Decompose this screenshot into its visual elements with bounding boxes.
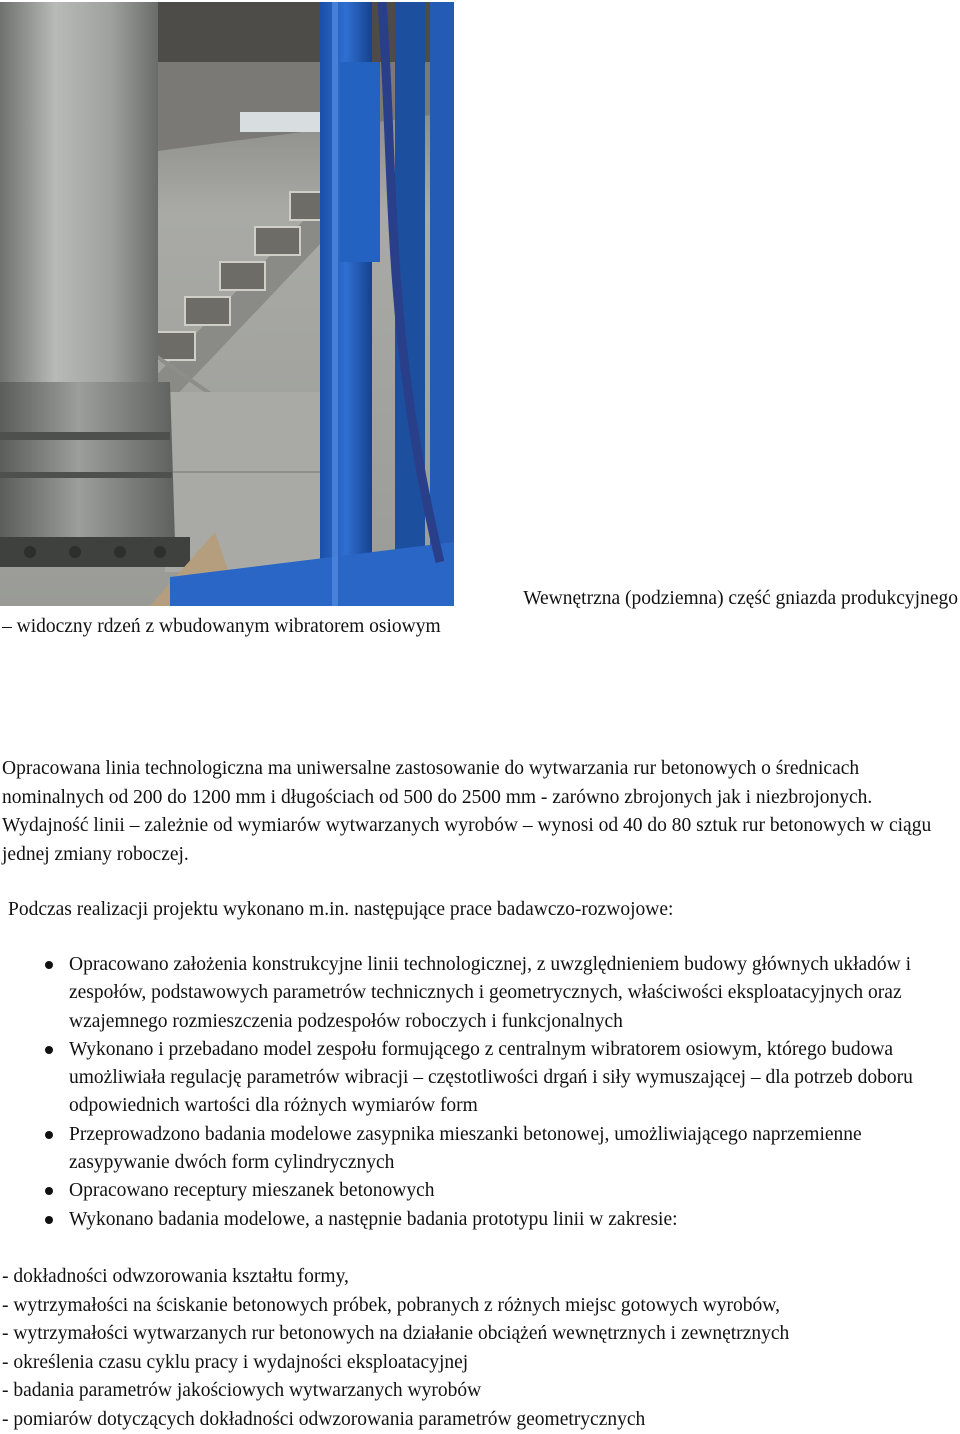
list-item: [0, 1121, 950, 1178]
scope-item: - wytrzymałości na ściskanie betonowych próbek, pobranych z różnych miejsc gotowych wyrobów,: [2, 1294, 780, 1316]
bullet-icon: [45, 1131, 53, 1139]
list-item-text: Wykonano badania modelowe, a następnie badania prototypu linii w zakresie:: [69, 1208, 678, 1230]
list-item: [0, 1177, 950, 1205]
list-item: [0, 951, 950, 1036]
test-scope-list: [2, 1263, 952, 1434]
works-intro-paragraph: Podczas realizacji projektu wykonano m.in. następujące prace badawczo-rozwojowe:: [8, 899, 674, 920]
scope-item: - wytrzymałości wytwarzanych rur betonowych na działanie obciążeń wewnętrznych i zewnętrznych: [2, 1323, 790, 1344]
bullet-icon: [45, 961, 53, 969]
list-item-text: Wykonano i przebadano model zespołu formującego z centralnym wibratorem osiowym, którego budowa umożliwiała regulację parametrów wibracji – częstotliwości drgań i siły wymuszającej – dla potrzeb doboru odpowiednich wartości dla różnych wymiarów form: [69, 1038, 913, 1117]
scope-item: - dokładności odwzorowania kształtu formy,: [2, 1266, 349, 1287]
list-item: [0, 1036, 950, 1121]
production-nest-photo: [0, 2, 454, 606]
scope-item: - pomiarów dotyczących dokładności odwzorowania parametrów geometrycznych: [2, 1408, 646, 1430]
scope-item: - badania parametrów jakościowych wytwarzanych wyrobów: [2, 1380, 482, 1401]
caption-line-2: – widoczny rdzeń z wbudowanym wibratorem osiowym: [2, 616, 441, 637]
bullet-icon: [45, 1046, 53, 1054]
bullet-icon: [45, 1187, 53, 1195]
list-item-text: Opracowano receptury mieszanek betonowych: [69, 1180, 435, 1202]
photo-caption: [0, 585, 960, 641]
scope-item: - określenia czasu cyklu pracy i wydajności eksploatacyjnej: [2, 1351, 469, 1373]
intro-paragraph: Opracowana linia technologiczna ma uniwersalne zastosowanie do wytwarzania rur betonowych o średnicach nominalnych od 200 do 1200 mm i długościach od 500 do 2500 mm - zarówno zbrojonych jak i niezbrojonych. Wydajność linii – zależnie od wymiarów wytwarzanych wyrobów – wynosi od 40 do 80 sztuk rur betonowych w ciągu jednej zmiany roboczej.: [2, 758, 932, 865]
caption-line-1: Wewnętrzna (podziemna) część gniazda produkcyjnego: [523, 588, 958, 609]
list-item-text: Opracowano założenia konstrukcyjne linii technologicznej, z uwzględnieniem budowy głównych układów i zespołów, podstawowych parametrów technicznych i geometrycznych, właściwości eksploatacyjnych oraz wzajemnego rozmieszczenia podzespołów roboczych i funkcjonalnych: [69, 954, 912, 1032]
list-item-text: Przeprowadzono badania modelowe zasypnika mieszanki betonowej, umożliwiającego naprzemienne zasypywanie dwóch form cylindrycznych: [69, 1123, 862, 1174]
list-item: [0, 1206, 950, 1234]
bullet-icon: [45, 1216, 53, 1224]
research-works-list: [0, 951, 950, 1234]
